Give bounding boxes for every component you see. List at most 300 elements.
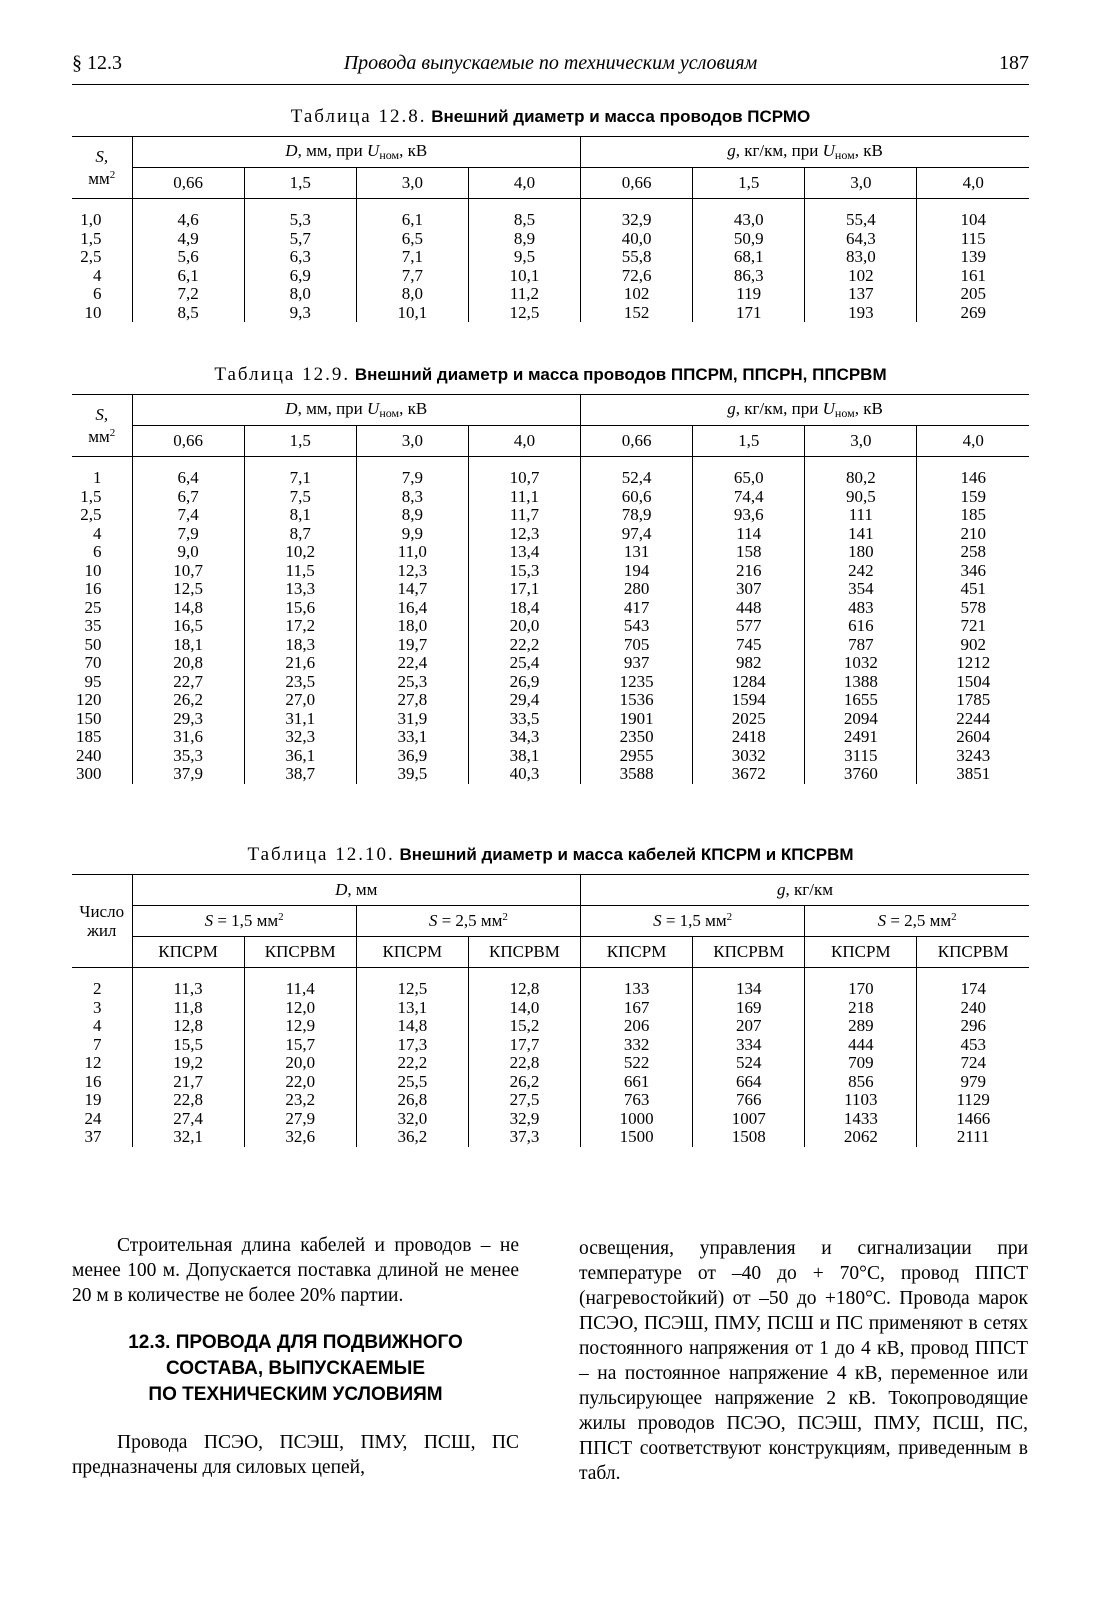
table-cell: 27,8 xyxy=(397,690,428,709)
voltage-header: 1,5 xyxy=(244,168,356,199)
cable-type-header: КПСРМ xyxy=(805,937,917,968)
table-cell: 36,2 xyxy=(397,1127,428,1146)
table-cell: 22,4 xyxy=(397,653,428,672)
table-cell: 2,5 xyxy=(80,505,102,524)
table-12-10-caption xyxy=(72,844,1029,866)
cable-type-header: КПСРВМ xyxy=(244,937,356,968)
table-cell: 1508 xyxy=(731,1127,766,1146)
table-cell: 150 xyxy=(76,708,102,728)
voltage-header: 0,66 xyxy=(132,168,244,199)
table-cell: 1901 xyxy=(619,708,654,728)
table-cell: 193 xyxy=(848,302,874,322)
table-column xyxy=(917,199,1029,323)
table-cell: 14,8 xyxy=(173,597,203,617)
table-cell: 115 xyxy=(960,228,986,248)
table-cell: 856 xyxy=(848,1071,874,1091)
table-cell: 763 xyxy=(623,1090,650,1109)
voltage-header: 0,66 xyxy=(581,168,693,199)
table-cell: 6,3 xyxy=(289,247,311,266)
table-cell: 15,6 xyxy=(285,597,316,617)
section-heading-line: 12.3. ПРОВОДА ДЛЯ ПОДВИЖНОГО xyxy=(128,1332,463,1353)
table-cell: 1466 xyxy=(956,1108,991,1128)
table-cell: 1388 xyxy=(843,671,878,691)
diameter-header: D, мм xyxy=(132,875,581,906)
table-cell: 104 xyxy=(960,210,986,229)
table-cell: 205 xyxy=(960,284,986,303)
table-cell: 6,1 xyxy=(177,265,199,285)
table-column xyxy=(581,457,693,784)
table-cell: 174 xyxy=(960,979,986,998)
table-cell: 8,5 xyxy=(513,210,536,229)
table-cell: 50,9 xyxy=(733,228,764,248)
table-cell: 25,3 xyxy=(397,671,428,691)
table-cell: 453 xyxy=(960,1034,986,1054)
section-number: § 12.3 xyxy=(72,52,122,74)
table-cell: 40,0 xyxy=(621,228,652,248)
table-cell: 4,9 xyxy=(177,228,199,248)
table-column xyxy=(356,199,468,323)
table-cell: 280 xyxy=(623,579,650,598)
table-cell: 86,3 xyxy=(733,265,764,285)
table-cell: 111 xyxy=(848,505,873,524)
table-cell: 16,4 xyxy=(397,597,428,617)
table-cell: 16 xyxy=(84,1071,102,1091)
table-cell: 152 xyxy=(623,302,650,322)
table-cell: 444 xyxy=(848,1034,874,1054)
table-cell: 1655 xyxy=(843,690,878,709)
table-cell: 6,1 xyxy=(401,210,423,229)
table-column xyxy=(72,457,132,784)
table-column xyxy=(244,457,356,784)
table-cell: 9,3 xyxy=(289,302,311,322)
table-cell: 8,0 xyxy=(401,284,423,303)
table-cell: 524 xyxy=(735,1053,762,1072)
table-cell: 12,0 xyxy=(285,997,316,1017)
table-cell: 141 xyxy=(848,523,874,543)
table-cell: 240 xyxy=(960,997,986,1017)
table-column xyxy=(72,968,132,1147)
table-cell: 289 xyxy=(848,1016,874,1035)
table-cell: 14,8 xyxy=(397,1016,428,1035)
table-cell: 269 xyxy=(960,302,986,322)
table-cell: 9,5 xyxy=(513,247,536,266)
caption-label: Таблица 12.9. xyxy=(214,364,351,385)
voltage-header: 3,0 xyxy=(356,426,468,457)
table-cell: 137 xyxy=(848,284,874,303)
voltage-header: 4,0 xyxy=(468,426,580,457)
table-column xyxy=(244,968,356,1147)
table-cell: 114 xyxy=(736,523,762,543)
table-cell: 27,0 xyxy=(285,690,316,709)
table-cell: 2 xyxy=(93,979,102,998)
cable-type-header: КПСРВМ xyxy=(693,937,805,968)
voltage-header: 1,5 xyxy=(693,168,805,199)
table-cell: 216 xyxy=(735,560,762,580)
table-cell: 1129 xyxy=(956,1090,990,1109)
table-cell: 10,7 xyxy=(509,468,540,487)
table-cell: 23,5 xyxy=(285,671,316,691)
diameter-header: D, мм, при $U_{ном}$, кВ xyxy=(132,395,581,426)
table-cell: 766 xyxy=(735,1090,762,1109)
table-cell: 27,4 xyxy=(173,1108,203,1128)
paragraph-wires-intro: Провода ПСЭО, ПСЭШ, ПМУ, ПСШ, ПС предназначены для силовых цепей, xyxy=(72,1432,519,1478)
voltage-header: 4,0 xyxy=(468,168,580,199)
table-body xyxy=(72,968,1029,1147)
table-column xyxy=(693,199,805,323)
table-column xyxy=(917,968,1029,1147)
table-cell: 2350 xyxy=(619,727,654,746)
table-cell: 13,1 xyxy=(397,997,428,1017)
table-cell: 161 xyxy=(960,265,986,285)
table-cell: 15,7 xyxy=(285,1034,316,1054)
table-cell: 4 xyxy=(93,523,102,543)
table-cell: 2244 xyxy=(956,708,991,728)
cores-column-header: Число жил xyxy=(72,875,132,968)
table-cell: 12,8 xyxy=(173,1016,203,1035)
table-cell: 22,8 xyxy=(173,1090,203,1109)
voltage-header: 1,5 xyxy=(244,426,356,457)
table-cell: 1785 xyxy=(956,690,991,709)
table-cell: 3115 xyxy=(844,745,878,765)
table-cell: 13,3 xyxy=(285,579,316,598)
table-cell: 1032 xyxy=(843,653,878,672)
table-column xyxy=(132,199,244,323)
table-cell: 25,4 xyxy=(509,653,540,672)
table-cell: 97,4 xyxy=(621,523,652,543)
table-cell: 10 xyxy=(84,302,102,322)
table-cell: 159 xyxy=(960,486,986,506)
table-12-9-caption xyxy=(72,364,1029,386)
table-cell: 354 xyxy=(848,579,874,598)
table-cell: 16 xyxy=(84,579,102,598)
table-cell: 2025 xyxy=(731,708,766,728)
table-cell: 52,4 xyxy=(621,468,652,487)
table-cell: 27,9 xyxy=(285,1108,316,1128)
table-column xyxy=(581,199,693,323)
table-cell: 55,4 xyxy=(845,210,876,229)
table-cell: 3851 xyxy=(956,764,991,783)
table-cell: 36,1 xyxy=(285,745,316,765)
table-cell: 83,0 xyxy=(845,247,876,266)
table-cell: 20,0 xyxy=(509,616,540,635)
table-cell: 64,3 xyxy=(845,228,876,248)
table-cell: 21,7 xyxy=(173,1071,203,1091)
table-cell: 7,9 xyxy=(177,523,199,543)
table-cell: 7,7 xyxy=(401,265,423,285)
table-cell: 35 xyxy=(84,616,102,635)
table-cell: 745 xyxy=(735,634,762,654)
table-body xyxy=(72,457,1029,784)
table-cell: 10,7 xyxy=(173,560,203,580)
table-cell: 11,5 xyxy=(285,560,315,580)
table-cell: 210 xyxy=(960,523,986,543)
table-cell: 1,5 xyxy=(80,486,102,506)
table-cell: 169 xyxy=(735,997,762,1017)
table-column xyxy=(468,968,580,1147)
table-cell: 1007 xyxy=(731,1108,766,1128)
mass-header: g, кг/км, при $U_{ном}$, кВ xyxy=(581,137,1030,168)
table-cell: 146 xyxy=(960,468,986,487)
cable-type-header: КПСРМ xyxy=(581,937,693,968)
table-cell: 6,4 xyxy=(177,468,199,487)
table-cell: 242 xyxy=(848,560,874,580)
table-cell: 1594 xyxy=(731,690,766,709)
table-cell: 8,3 xyxy=(401,486,423,506)
table-cell: 68,1 xyxy=(733,247,764,266)
table-cell: 22,2 xyxy=(397,1053,428,1072)
table-cell: 33,5 xyxy=(509,708,540,728)
table-cell: 119 xyxy=(736,284,762,303)
table-cell: 180 xyxy=(848,542,874,561)
table-cell: 17,3 xyxy=(397,1034,428,1054)
mass-header: g, кг/км xyxy=(581,875,1030,906)
table-cell: 15,3 xyxy=(509,560,540,580)
table-cell: 185 xyxy=(960,505,986,524)
table-cell: 240 xyxy=(76,745,102,765)
table-cell: 1 xyxy=(93,468,102,487)
table-cell: 1000 xyxy=(619,1108,654,1128)
table-cell: 90,5 xyxy=(845,486,876,506)
page-number: 187 xyxy=(999,52,1029,74)
table-cell: 22,2 xyxy=(509,634,540,654)
table-column xyxy=(356,968,468,1147)
table-cell: 26,2 xyxy=(509,1071,540,1091)
table-cell: 32,6 xyxy=(285,1127,316,1146)
table-cell: 1212 xyxy=(956,653,991,672)
voltage-header: 3,0 xyxy=(805,168,917,199)
table-cell: 7 xyxy=(93,1034,102,1054)
table-cell: 43,0 xyxy=(733,210,764,229)
table-cell: 346 xyxy=(960,560,986,580)
table-cell: 32,0 xyxy=(397,1108,428,1128)
table-cell: 12,3 xyxy=(509,523,540,543)
table-cell: 724 xyxy=(960,1053,986,1072)
cross-section-header: S = 2,5 $мм^2$ xyxy=(805,906,1029,937)
table-cell: 577 xyxy=(735,616,762,635)
diameter-header: D, мм, при $U_{ном}$, кВ xyxy=(132,137,581,168)
table-body xyxy=(72,199,1029,323)
table-cell: 300 xyxy=(76,764,102,783)
table-cell: 12,5 xyxy=(509,302,540,322)
table-cell: 170 xyxy=(848,979,874,998)
voltage-header: 0,66 xyxy=(132,426,244,457)
table-cell: 10,1 xyxy=(397,302,428,322)
table-cell: 14,0 xyxy=(509,997,540,1017)
table-cell: 616 xyxy=(848,616,874,635)
table-column xyxy=(805,199,917,323)
paragraph-construction-length: Строительная длина кабелей и проводов – не менее 100 м. Допускается поставка длиной не менее 20 м в количестве не более 20% партии. xyxy=(72,1235,519,1306)
table-cell: 451 xyxy=(960,579,986,598)
table-cell: 2062 xyxy=(843,1127,878,1146)
table-cell: 24 xyxy=(84,1108,102,1128)
s-column-header: S, $мм^2$ xyxy=(72,137,132,199)
left-column xyxy=(72,1233,519,1480)
table-cell: 10,2 xyxy=(285,542,316,561)
table-cell: 34,3 xyxy=(509,727,540,746)
table-cell: 12,3 xyxy=(397,560,428,580)
table-cell: 543 xyxy=(623,616,650,635)
table-cell: 7,9 xyxy=(401,468,423,487)
table-cell: 11,3 xyxy=(173,979,203,998)
table-cell: 5,3 xyxy=(289,210,311,229)
voltage-header: 0,66 xyxy=(581,426,693,457)
cable-type-header: КПСРМ xyxy=(132,937,244,968)
table-cell: 17,7 xyxy=(509,1034,540,1054)
table-cell: 705 xyxy=(623,634,650,654)
table-cell: 194 xyxy=(623,560,650,580)
table-cell: 139 xyxy=(960,247,986,266)
table-cell: 4 xyxy=(93,1016,102,1035)
table-cell: 15,2 xyxy=(509,1016,540,1035)
table-12-10 xyxy=(72,874,1029,1147)
table-cell: 2955 xyxy=(619,745,654,765)
caption-text: Внешний диаметр и масса проводов ПСРМО xyxy=(431,107,811,126)
table-cell: 6,7 xyxy=(177,486,199,506)
table-column xyxy=(468,457,580,784)
table-cell: 31,1 xyxy=(285,708,316,728)
table-column xyxy=(72,199,132,323)
table-cell: 12,5 xyxy=(173,579,203,598)
table-cell: 8,7 xyxy=(289,523,311,543)
table-cell: 2418 xyxy=(731,727,766,746)
table-cell: 102 xyxy=(848,265,874,285)
table-cell: 483 xyxy=(848,597,874,617)
table-cell: 7,5 xyxy=(289,486,311,506)
table-cell: 296 xyxy=(960,1016,986,1035)
table-cell: 27,5 xyxy=(509,1090,540,1109)
caption-text: Внешний диаметр и масса проводов ППСРМ, ППСРН, ППСРВМ xyxy=(354,365,887,384)
voltage-header: 3,0 xyxy=(805,426,917,457)
table-cell: 12 xyxy=(84,1053,102,1072)
table-cell: 6,9 xyxy=(289,265,311,285)
table-cell: 11,4 xyxy=(285,979,315,998)
table-cell: 40,3 xyxy=(509,764,540,783)
table-cell: 206 xyxy=(623,1016,650,1035)
table-cell: 7,4 xyxy=(177,505,199,524)
table-cell: 31,9 xyxy=(397,708,428,728)
table-cell: 70 xyxy=(84,653,102,672)
table-cell: 74,4 xyxy=(733,486,764,506)
cross-section-header: S = 1,5 $мм^2$ xyxy=(132,906,356,937)
table-column xyxy=(468,199,580,323)
table-cell: 60,6 xyxy=(621,486,652,506)
table-cell: 134 xyxy=(735,979,762,998)
table-cell: 33,1 xyxy=(397,727,428,746)
table-cell: 120 xyxy=(76,690,102,709)
table-cell: 1103 xyxy=(844,1090,878,1109)
table-column xyxy=(356,457,468,784)
table-cell: 4,6 xyxy=(177,210,199,229)
table-cell: 3032 xyxy=(731,745,766,765)
table-cell: 721 xyxy=(960,616,986,635)
table-cell: 38,7 xyxy=(285,764,316,783)
table-12-8 xyxy=(72,136,1029,322)
caption-label: Таблица 12.8. xyxy=(290,106,427,127)
table-cell: 332 xyxy=(623,1034,650,1054)
table-cell: 17,2 xyxy=(285,616,316,635)
table-cell: 18,4 xyxy=(509,597,540,617)
table-cell: 664 xyxy=(735,1071,762,1091)
table-cell: 22,8 xyxy=(509,1053,540,1072)
table-cell: 20,0 xyxy=(285,1053,316,1072)
table-cell: 7,2 xyxy=(177,284,199,303)
table-cell: 218 xyxy=(848,997,874,1017)
table-cell: 20,8 xyxy=(173,653,203,672)
voltage-header: 1,5 xyxy=(693,426,805,457)
table-cell: 25 xyxy=(84,597,102,617)
table-cell: 22,7 xyxy=(173,671,203,691)
table-cell: 7,1 xyxy=(401,247,423,266)
table-cell: 23,2 xyxy=(285,1090,316,1109)
table-cell: 661 xyxy=(623,1071,650,1091)
table-cell: 55,8 xyxy=(621,247,652,266)
table-cell: 10 xyxy=(84,560,102,580)
table-cell: 133 xyxy=(623,979,650,998)
table-cell: 102 xyxy=(623,284,650,303)
table-cell: 1433 xyxy=(843,1108,878,1128)
table-column xyxy=(805,457,917,784)
table-cell: 19 xyxy=(84,1090,102,1109)
table-cell: 9,9 xyxy=(401,523,423,543)
table-cell: 65,0 xyxy=(733,468,764,487)
table-cell: 709 xyxy=(848,1053,874,1072)
table-cell: 4 xyxy=(93,265,102,285)
table-cell: 21,6 xyxy=(285,653,316,672)
table-cell: 1536 xyxy=(619,690,654,709)
table-cell: 979 xyxy=(960,1071,986,1091)
table-cell: 12,8 xyxy=(509,979,540,998)
voltage-header: 3,0 xyxy=(356,168,468,199)
table-cell: 18,1 xyxy=(173,634,203,654)
table-cell: 12,9 xyxy=(285,1016,316,1035)
table-cell: 37 xyxy=(84,1127,102,1146)
table-cell: 2491 xyxy=(843,727,878,746)
right-column xyxy=(579,1236,1028,1486)
s-column-header: S, $мм^2$ xyxy=(72,395,132,457)
table-cell: 1,0 xyxy=(80,210,102,229)
table-cell: 8,9 xyxy=(401,505,423,524)
cross-section-header: S = 1,5 $мм^2$ xyxy=(581,906,805,937)
cross-section-header: S = 2,5 $мм^2$ xyxy=(356,906,580,937)
table-cell: 18,3 xyxy=(285,634,316,654)
table-cell: 417 xyxy=(623,597,650,617)
table-cell: 9,0 xyxy=(177,542,199,561)
table-cell: 522 xyxy=(623,1053,650,1072)
table-column xyxy=(805,968,917,1147)
table-cell: 26,9 xyxy=(509,671,540,691)
table-cell: 2,5 xyxy=(80,247,102,266)
table-column xyxy=(693,968,805,1147)
section-heading-line: СОСТАВА, ВЫПУСКАЕМЫЕ xyxy=(165,1358,426,1379)
table-cell: 937 xyxy=(623,653,650,672)
table-cell: 80,2 xyxy=(845,468,876,487)
table-cell: 11,2 xyxy=(509,284,539,303)
table-cell: 3760 xyxy=(843,764,878,783)
table-cell: 11,1 xyxy=(509,486,539,506)
table-cell: 39,5 xyxy=(397,764,428,783)
voltage-header: 4,0 xyxy=(917,426,1029,457)
header-rule xyxy=(72,84,1029,85)
table-cell: 1504 xyxy=(956,671,991,691)
section-heading xyxy=(72,1330,519,1408)
table-cell: 5,7 xyxy=(289,228,311,248)
table-cell: 29,4 xyxy=(509,690,540,709)
table-cell: 32,9 xyxy=(621,210,652,229)
table-cell: 307 xyxy=(735,579,762,598)
table-cell: 17,1 xyxy=(509,579,540,598)
table-cell: 3588 xyxy=(619,764,654,783)
table-cell: 787 xyxy=(848,634,874,654)
